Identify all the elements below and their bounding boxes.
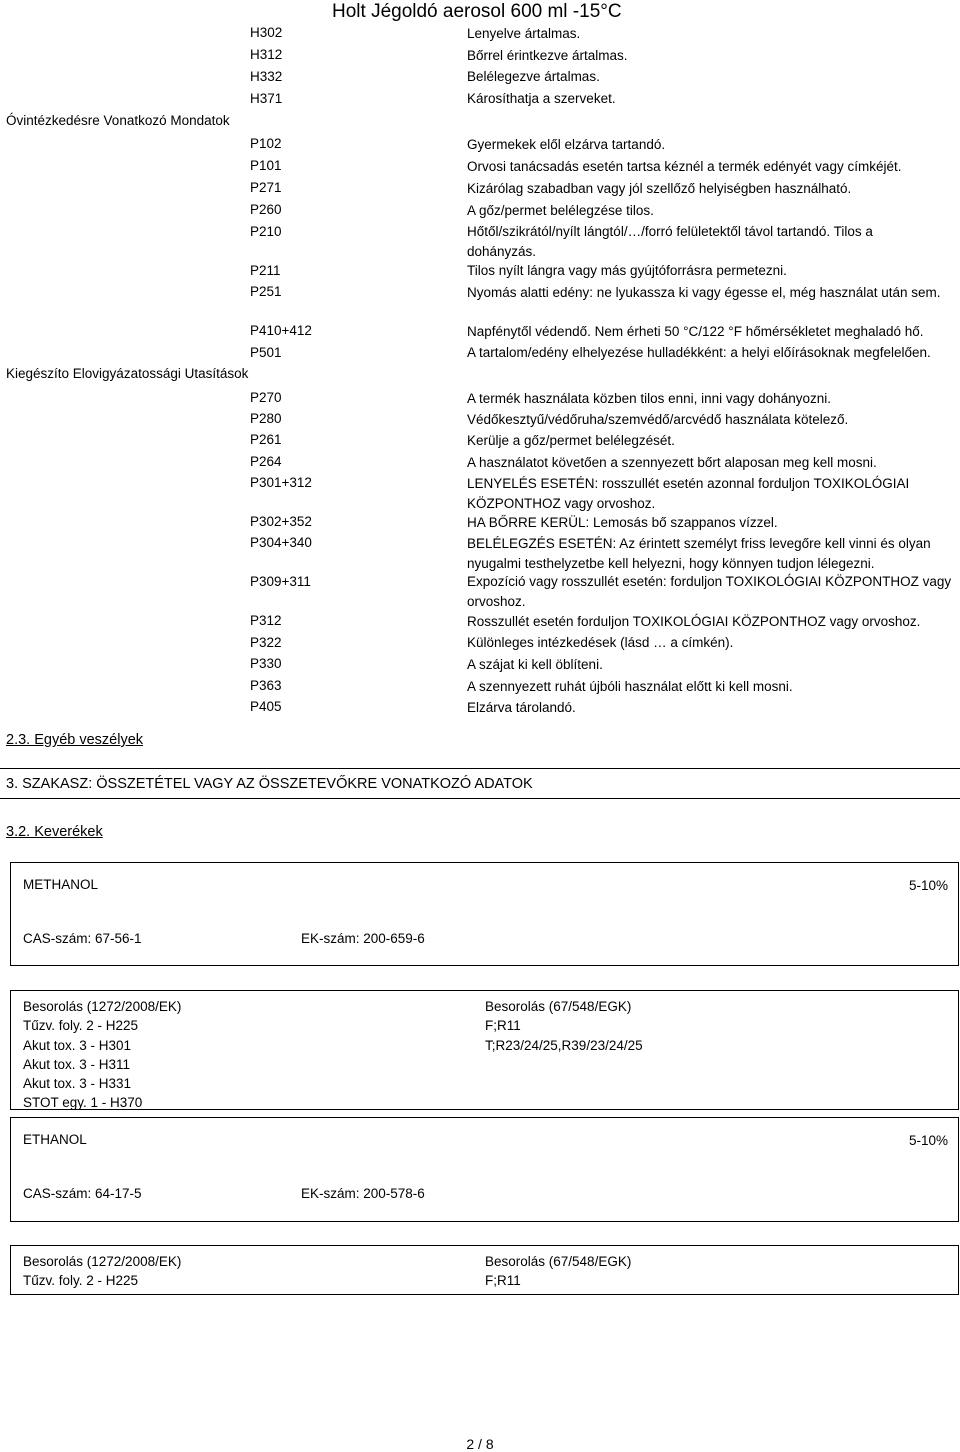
statement-code: P304+340: [250, 535, 312, 550]
dsd-line: T;R23/24/25,R39/23/24/25: [485, 1037, 643, 1053]
statement-text: Gyermekek elől elzárva tartandó.: [467, 137, 666, 152]
substance-name: METHANOL: [23, 877, 99, 892]
statement-code: P363: [250, 678, 282, 693]
statement-text: A tartalom/edény elhelyezése hulladékként: a helyi előírásoknak megfelelően.: [467, 345, 931, 360]
statement-text: Nyomás alatti edény: ne lyukassza ki vagy égesse el, még használat után sem.: [467, 285, 941, 300]
clp-line: Akut tox. 3 - H331: [23, 1076, 132, 1092]
dsd-header: Besorolás (67/548/EGK): [485, 1254, 632, 1269]
clp-line: Tűzv. foly. 2 - H225: [23, 1018, 139, 1034]
section3-heading: 3. SZAKASZ: ÖSSZETÉTEL VAGY AZ ÖSSZETEVŐKRE VONATKOZÓ ADATOK: [6, 776, 533, 792]
statement-text: Védőkesztyű/védőruha/szemvédő/arcvédő használata kötelező.: [467, 412, 849, 427]
statement-code: H332: [250, 69, 283, 84]
mixtures-heading-text: 3.2. Keverékek: [6, 824, 103, 840]
clp-line: Tűzv. foly. 2 - H225: [23, 1273, 139, 1289]
dsd-classification: [485, 1252, 631, 1291]
section-divider-bottom: [0, 798, 960, 799]
statement-code: P280: [250, 411, 282, 426]
statement-text: Különleges intézkedések (lásd … a címkén).: [467, 635, 734, 650]
clp-line: Akut tox. 3 - H301: [23, 1037, 132, 1053]
statement-code: P330: [250, 656, 282, 671]
statement-text: Elzárva tárolandó.: [467, 700, 576, 715]
statement-text: Expozíció vagy rosszullét esetén: forduljon TOXIKOLÓGIAI KÖZPONTHOZ vagy orvoshoz.: [467, 574, 952, 609]
statement-code: P271: [250, 180, 282, 195]
statement-text: A termék használata közben tilos enni, inni vagy dohányozni.: [467, 391, 831, 406]
statement-code: P322: [250, 635, 282, 650]
dsd-header: Besorolás (67/548/EGK): [485, 999, 632, 1014]
statement-code: H302: [250, 25, 283, 40]
statement-text: Hőtől/szikrától/nyílt lángtól/…/forró felületektől távol tartandó. Tilos a dohányzás.: [467, 224, 873, 259]
precaution-heading: Óvintézkedésre Vonatkozó Mondatok: [6, 113, 230, 128]
statement-text: Belélegezve ártalmas.: [467, 69, 600, 84]
statement-code: P309+311: [250, 574, 311, 589]
page-number: 2 / 8: [466, 1436, 494, 1452]
statement-code: P410+412: [250, 323, 312, 338]
statement-text: Rosszullét esetén forduljon TOXIKOLÓGIAI KÖZPONTHOZ vagy orvoshoz.: [467, 614, 921, 629]
statement-text: Bőrrel érintkezve ártalmas.: [467, 48, 628, 63]
statement-code: P501: [250, 345, 282, 360]
substance-concentration: 5-10%: [908, 1133, 948, 1148]
classification-box-methanol: [10, 990, 959, 1110]
substance-name: ETHANOL: [23, 1132, 87, 1147]
clp-classification: [23, 1252, 181, 1291]
statement-code: P301+312: [250, 475, 312, 490]
statement-text: A szennyezett ruhát újbóli használat előtt ki kell mosni.: [467, 679, 793, 694]
statement-code: P251: [250, 284, 282, 299]
supplementary-heading: Kiegészíto Elovigyázatossági Utasítások: [6, 366, 249, 381]
ec-number: EK-szám: 200-578-6: [301, 1186, 425, 1201]
statement-text: BELÉLEGZÉS ESETÉN: Az érintett személyt friss levegőre kell vinni és olyan nyugalmi testhelyzetbe kell helyezni, hogy könnyen tudjon lélegezni.: [467, 536, 931, 571]
statement-text: Napfénytől védendő. Nem érheti 50 °C/122 °F hőmérsékletet meghaladó hő.: [467, 324, 924, 339]
statement-code: P264: [250, 454, 282, 469]
mixtures-heading: [6, 824, 103, 840]
dsd-classification: [485, 997, 643, 1055]
classification-box-ethanol: [10, 1245, 959, 1295]
clp-line: STOT egy. 1 - H370: [23, 1095, 143, 1111]
statement-code: P312: [250, 613, 282, 628]
statement-code: P261: [250, 432, 282, 447]
statement-text: Kerülje a gőz/permet belélegzését.: [467, 433, 675, 448]
statement-text: Orvosi tanácsadás esetén tartsa kéznél a termék edényét vagy címkéjét.: [467, 159, 902, 174]
statement-code: P260: [250, 202, 282, 217]
statement-code: P101: [250, 158, 282, 173]
substance-concentration: 5-10%: [908, 878, 948, 893]
statement-text: Károsíthatja a szerveket.: [467, 91, 616, 106]
statement-text: Kizárólag szabadban vagy jól szellőző helyiségben használható.: [467, 181, 852, 196]
statement-text: HA BŐRRE KERÜL: Lemosás bő szappanos vízzel.: [467, 515, 778, 530]
substance-box-methanol: [10, 862, 959, 966]
cas-number: CAS-szám: 64-17-5: [23, 1186, 142, 1201]
document-title: Holt Jégoldó aerosol 600 ml -15°C: [332, 1, 622, 22]
clp-classification: [23, 997, 181, 1113]
statement-code: P302+352: [250, 514, 312, 529]
statement-text: Tilos nyílt lángra vagy más gyújtóforrásra permetezni.: [467, 263, 787, 278]
statement-code: H312: [250, 47, 283, 62]
statement-code: P210: [250, 224, 282, 239]
ec-number: EK-szám: 200-659-6: [301, 931, 425, 946]
substance-box-ethanol: [10, 1117, 959, 1222]
statement-code: P270: [250, 390, 282, 405]
statement-code: P405: [250, 699, 282, 714]
statement-text: Lenyelve ártalmas.: [467, 26, 581, 41]
other-hazards-heading-text: 2.3. Egyéb veszélyek: [6, 732, 144, 748]
clp-header: Besorolás (1272/2008/EK): [23, 999, 182, 1014]
clp-line: Akut tox. 3 - H311: [23, 1056, 131, 1072]
other-hazards-heading: [6, 732, 143, 748]
statement-code: H371: [250, 91, 283, 106]
statement-text: A gőz/permet belélegzése tilos.: [467, 203, 654, 218]
cas-number: CAS-szám: 67-56-1: [23, 931, 142, 946]
statement-code: P211: [250, 263, 281, 278]
statement-text: A használatot követően a szennyezett bőrt alaposan meg kell mosni.: [467, 455, 877, 470]
dsd-line: F;R11: [485, 1273, 521, 1289]
clp-header: Besorolás (1272/2008/EK): [23, 1254, 182, 1269]
statement-text: LENYELÉS ESETÉN: rosszullét esetén azonnal forduljon TOXIKOLÓGIAI KÖZPONTHOZ vagy orvoshoz.: [467, 476, 910, 511]
dsd-line: F;R11: [485, 1018, 521, 1034]
section-divider-top: [0, 768, 960, 769]
statement-text: A szájat ki kell öblíteni.: [467, 657, 603, 672]
statement-code: P102: [250, 136, 282, 151]
